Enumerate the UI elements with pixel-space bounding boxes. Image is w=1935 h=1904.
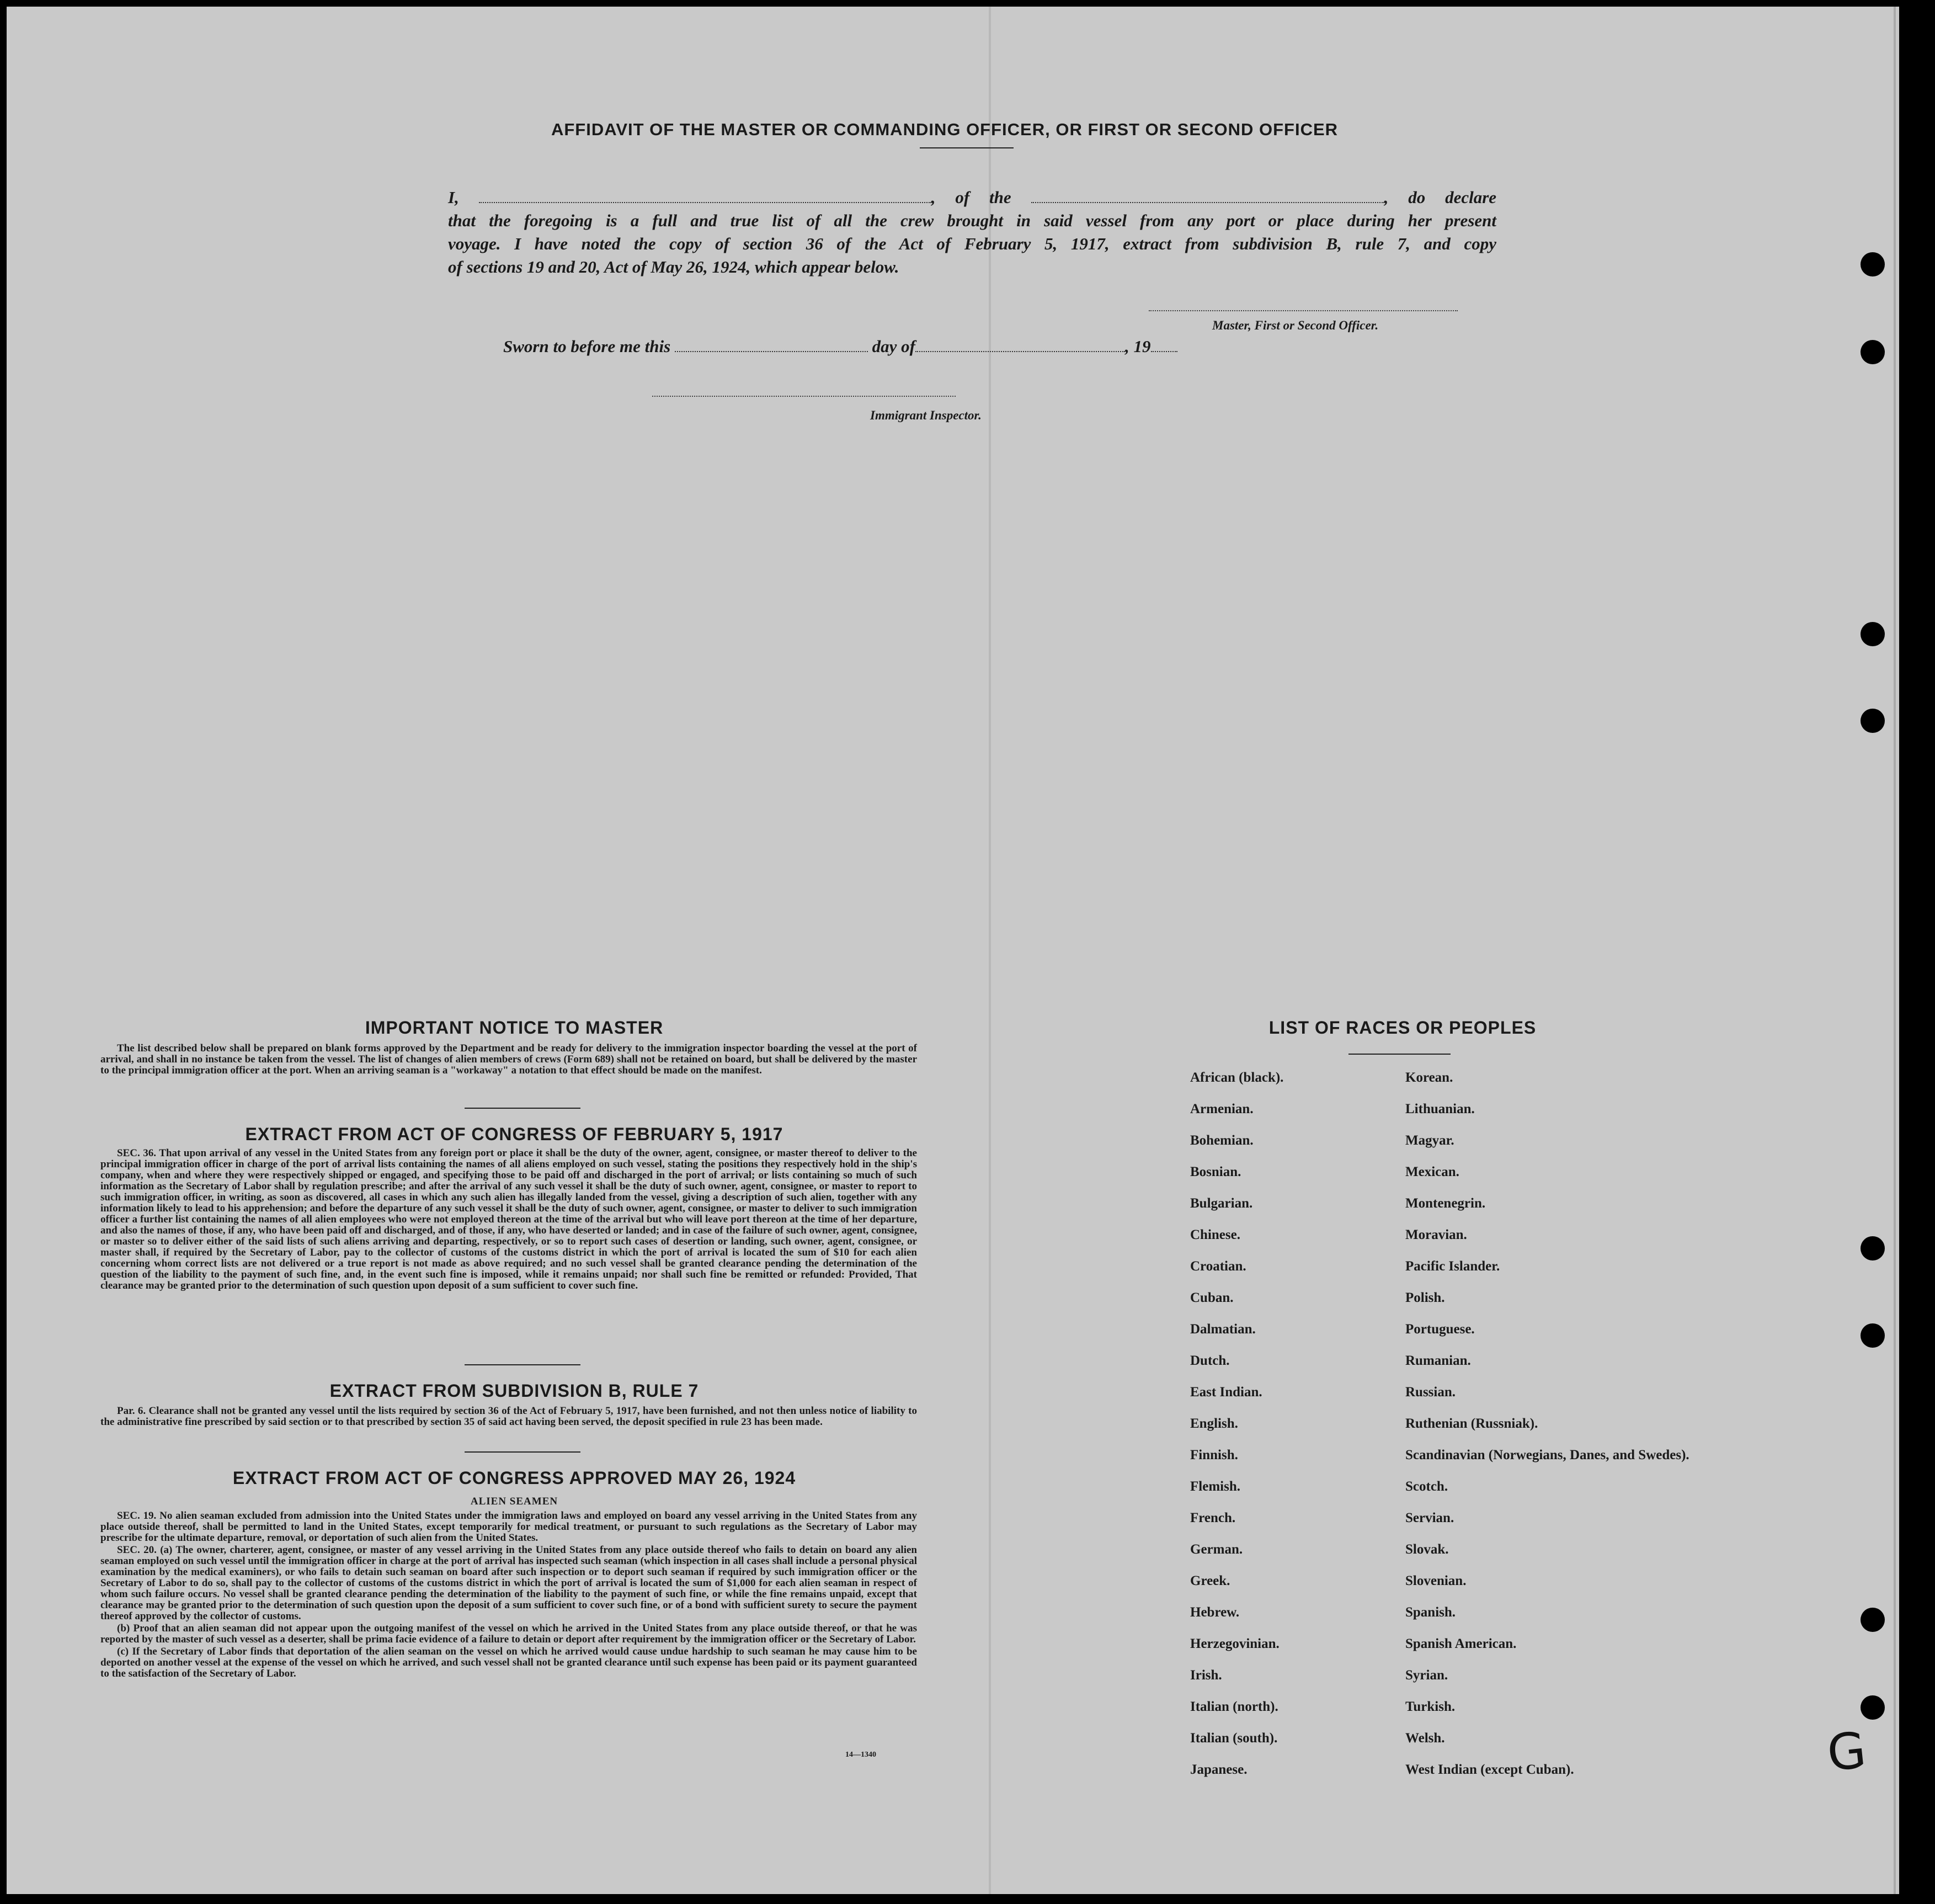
race-item: Herzegovinian. bbox=[1190, 1636, 1280, 1651]
punch-hole bbox=[1861, 622, 1885, 646]
affidavit-body bbox=[448, 186, 1496, 279]
race-item: Scotch. bbox=[1405, 1479, 1448, 1494]
section-rule bbox=[465, 1108, 580, 1109]
affidavit-of-the: , of the bbox=[931, 188, 1011, 207]
subdivision-b-title: EXTRACT FROM SUBDIVISION B, RULE 7 bbox=[329, 1381, 699, 1401]
race-item: Russian. bbox=[1405, 1385, 1456, 1400]
section-20a-text: SEC. 20. (a) The owner, charterer, agent, consignee, or master of any vessel arriving in the United States from any place outside thereof who fails to detain on board any alien seaman employed on such vessel until the immigration officer in charge at the port of arrival has inspected such seaman (which inspection in all cases shall include a personal physical examination by the medical examiners), or who fails to detain such seaman on board after such inspection or to deport such seaman if required by such immigration officer or the Secretary of Labor to do so, shall pay to the collector of customs of the customs district in which the port of arrival is located the sum of $1,000 for each alien seaman in respect of whom such failure occurs. No vessel shall be granted clearance pending the determination of the liability to the payment of such fine, or while the fine remains unpaid, except that clearance may be granted prior to the determination of such question upon the deposit of a sum sufficient to cover such fine, or of a bond with sufficient surety to secure the payment thereof approved by the collector of customs. bbox=[100, 1544, 917, 1622]
race-item: Turkish. bbox=[1405, 1699, 1456, 1714]
race-item: West Indian (except Cuban). bbox=[1405, 1762, 1574, 1777]
race-item: Rumanian. bbox=[1405, 1353, 1471, 1368]
race-item: Bosnian. bbox=[1190, 1164, 1241, 1179]
handwritten-mark: G bbox=[1824, 1721, 1869, 1783]
race-item: Slovenian. bbox=[1405, 1573, 1467, 1588]
race-item: Irish. bbox=[1190, 1668, 1222, 1683]
sworn-year-blank[interactable] bbox=[1151, 337, 1177, 352]
race-item: Italian (south). bbox=[1190, 1731, 1278, 1746]
race-item: African (black). bbox=[1190, 1070, 1284, 1085]
punch-hole bbox=[1861, 709, 1885, 733]
punch-hole bbox=[1861, 1323, 1885, 1348]
race-item: Slovak. bbox=[1405, 1542, 1449, 1557]
race-item: Flemish. bbox=[1190, 1479, 1240, 1494]
section-rule bbox=[465, 1364, 580, 1365]
race-item: Armenian. bbox=[1190, 1102, 1254, 1116]
race-item: Bulgarian. bbox=[1190, 1196, 1253, 1211]
par-6-text: Par. 6. Clearance shall not be granted any vessel until the lists required by section 36 of the Act of February 5, 1917, have been furnished, and not then unless notice of liability to the administrative fine prescribed by said section or to that prescribed by section 35 of said act having been served, the deposit specified in rule 23 has been made. bbox=[100, 1405, 917, 1428]
name-blank[interactable] bbox=[479, 188, 931, 203]
race-item: Greek. bbox=[1190, 1573, 1230, 1588]
affidavit-do-declare: , do declare bbox=[1384, 188, 1497, 207]
race-item: Finnish. bbox=[1190, 1448, 1238, 1462]
race-item: French. bbox=[1190, 1511, 1236, 1525]
section-20b-text: (b) Proof that an alien seaman did not appear upon the outgoing manifest of the vessel on which he arrived in the United States from any place outside thereof, or that he was reported by the master of such vessel as a deserter, shall be prima facie evidence of a failure to detain or deport after requirement by the immigration officer or the Secretary of Labor. bbox=[100, 1623, 917, 1645]
subdivision-b-body bbox=[100, 1406, 917, 1429]
races-left-column bbox=[1190, 1070, 1422, 1794]
sworn-month-blank[interactable] bbox=[915, 337, 1125, 352]
fold-line bbox=[989, 7, 991, 1894]
race-item: English. bbox=[1190, 1416, 1238, 1431]
punch-hole bbox=[1861, 1695, 1885, 1720]
day-of-text: day of bbox=[872, 337, 915, 356]
punch-hole bbox=[1861, 1608, 1885, 1632]
race-item: Mexican. bbox=[1405, 1164, 1459, 1179]
sworn-line bbox=[503, 337, 1177, 357]
section-19-text: SEC. 19. No alien seaman excluded from admission into the United States under the immigration laws and employed on board any vessel arriving in the United States from any place outside thereof, shall be permitted to land in the United States, except temporarily for medical treatment, or pursuant to such regulations as the Secretary of Labor may prescribe for the ultimate departure, removal, or deportation of such alien from the United States. bbox=[100, 1510, 917, 1544]
sworn-text: Sworn to before me this bbox=[503, 337, 671, 356]
punch-hole bbox=[1861, 1236, 1885, 1261]
race-item: Chinese. bbox=[1190, 1227, 1240, 1242]
affidavit-line-3: voyage. I have noted the copy of section 36 of the Act of February 5, 1917, extract from subdivision B, rule 7, and copy bbox=[448, 234, 1496, 253]
extract-1924-title: EXTRACT FROM ACT OF CONGRESS APPROVED MAY 26, 1924 bbox=[232, 1468, 796, 1488]
race-item: Hebrew. bbox=[1190, 1605, 1240, 1620]
affidavit-line-4: of sections 19 and 20, Act of May 26, 1924, which appear below. bbox=[448, 257, 899, 276]
races-right-column bbox=[1405, 1070, 1692, 1794]
extract-1924-body bbox=[100, 1511, 917, 1680]
sworn-day-blank[interactable] bbox=[675, 337, 868, 352]
alien-seamen-subtitle: ALIEN SEAMEN bbox=[470, 1496, 558, 1507]
race-item: Korean. bbox=[1405, 1070, 1453, 1085]
affidavit-i: I, bbox=[448, 188, 459, 207]
extract-1917-title: EXTRACT FROM ACT OF CONGRESS OF FEBRUARY 5, 1917 bbox=[245, 1124, 783, 1144]
page-edge bbox=[1894, 7, 1896, 1894]
notice-text: The list described below shall be prepared on blank forms approved by the Department and be ready for delivery to the immigration inspector boarding the vessel at the port of arrival, and shall in no instance be taken from the vessel. The list of changes of alien members of crews (Form 689) shall not be retained on board, but shall be delivered by the master to the principal immigration officer at the port. When an arriving seaman is a "workaway" a notation to that effect should be made on the manifest. bbox=[100, 1043, 917, 1076]
race-item: Spanish American. bbox=[1405, 1636, 1517, 1651]
affidavit-line-1 bbox=[448, 186, 1496, 209]
section-36-text: SEC. 36. That upon arrival of any vessel in the United States from any foreign port or place it shall be the duty of the owner, agent, consignee, or master thereof to deliver to the principal immigration officer in charge of the port of arrival lists containing the names of all aliens employed on such vessel, stating the positions they respectively hold in the ship's company, when and where they were respectively shipped or engaged, and specifying those to be paid off and discharged in the port of arrival; or lists containing so much of such information as the Secretary of Labor shall by regulation prescribe; and after the arrival of any such vessel it shall be the duty of such owner, agent, consignee, or master to report to such immigration officer, in writing, as soon as discovered, all cases in which any such alien has illegally landed from the vessel, giving a description of such alien, together with any information likely to lead to his apprehension; and before the departure of any such vessel it shall be the duty of such owner, agent, consignee, or master to deliver to such immigration officer a further list containing the names of all alien employees who were not employed thereon at the time of the arrival but who will leave port thereon at the time of her departure, and also the names of those, if any, who have been paid off and discharged, and of those, if any, who have deserted or landed; and in case of the failure of such owner, agent, consignee, or master so to deliver either of the said lists of such aliens arriving and departing, respectively, or so to report such cases of desertion or landing, such owner, agent, consignee, or master shall, if required by the Secretary of Labor, pay to the collector of customs of the customs district in which the port of arrival is located the sum of $10 for each alien concerning whom correct lists are not delivered or a true report is not made as above required; and no such vessel shall be granted clearance pending the determination of the question of the liability to the payment of such fine, and, in the event such fine is imposed, while it remains unpaid; nor shall such fine be remitted or refunded: Provided, That clearance may be granted prior to the determination of such question upon deposit of a sum sufficient to cover such fine. bbox=[100, 1147, 917, 1291]
race-item: Italian (north). bbox=[1190, 1699, 1278, 1714]
form-number: 14—1340 bbox=[845, 1751, 876, 1759]
race-item: Cuban. bbox=[1190, 1290, 1234, 1305]
race-item: Dutch. bbox=[1190, 1353, 1230, 1368]
affidavit-line-2: that the foregoing is a full and true list of all the crew brought in said vessel from any port or place during her present bbox=[448, 211, 1496, 230]
year-prefix: , 19 bbox=[1125, 337, 1151, 356]
races-rule bbox=[1348, 1054, 1451, 1055]
race-item: Spanish. bbox=[1405, 1605, 1456, 1620]
race-item: Syrian. bbox=[1405, 1668, 1448, 1683]
race-item: Portuguese. bbox=[1405, 1322, 1475, 1337]
race-item: Ruthenian (Russniak). bbox=[1405, 1416, 1538, 1431]
master-signature-label: Master, First or Second Officer. bbox=[1212, 318, 1379, 332]
document-sheet bbox=[7, 7, 1899, 1894]
race-item: Japanese. bbox=[1190, 1762, 1248, 1777]
race-item: Welsh. bbox=[1405, 1731, 1445, 1746]
section-20c-text: (c) If the Secretary of Labor finds that deportation of the alien seaman on the vessel on which he arrived would cause undue hardship to such seaman he may cause him to be deported on another vessel at the expense of the vessel on which he arrived, and such vessel shall not be granted clearance until such expense has been paid or its payment guaranteed to the satisfaction of the Secretary of Labor. bbox=[100, 1646, 917, 1679]
race-item: Scandinavian (Norwegians, Danes, and Swedes). bbox=[1405, 1448, 1689, 1462]
notice-title: IMPORTANT NOTICE TO MASTER bbox=[365, 1018, 664, 1038]
race-item: German. bbox=[1190, 1542, 1243, 1557]
extract-1917-body bbox=[100, 1148, 917, 1293]
race-item: Bohemian. bbox=[1190, 1133, 1254, 1148]
inspector-signature-line[interactable] bbox=[652, 396, 956, 397]
races-title: LIST OF RACES OR PEOPLES bbox=[1268, 1018, 1537, 1038]
race-item: Montenegrin. bbox=[1405, 1196, 1486, 1211]
vessel-blank[interactable] bbox=[1031, 188, 1384, 203]
title-rule bbox=[920, 147, 1014, 148]
race-item: Polish. bbox=[1405, 1290, 1445, 1305]
notice-body bbox=[100, 1043, 917, 1077]
race-item: Lithuanian. bbox=[1405, 1102, 1475, 1116]
race-item: Dalmatian. bbox=[1190, 1322, 1256, 1337]
race-item: East Indian. bbox=[1190, 1385, 1262, 1400]
affidavit-title: AFFIDAVIT OF THE MASTER OR COMMANDING OFFICER, OR FIRST OR SECOND OFFICER bbox=[551, 120, 1339, 139]
race-item: Servian. bbox=[1405, 1511, 1454, 1525]
race-item: Magyar. bbox=[1405, 1133, 1454, 1148]
section-rule bbox=[465, 1451, 580, 1453]
race-item: Moravian. bbox=[1405, 1227, 1467, 1242]
inspector-signature-label: Immigrant Inspector. bbox=[870, 408, 982, 422]
race-item: Pacific Islander. bbox=[1405, 1259, 1500, 1274]
punch-hole bbox=[1861, 252, 1885, 276]
punch-hole bbox=[1861, 340, 1885, 364]
race-item: Croatian. bbox=[1190, 1259, 1246, 1274]
master-signature-line[interactable] bbox=[1149, 310, 1458, 311]
